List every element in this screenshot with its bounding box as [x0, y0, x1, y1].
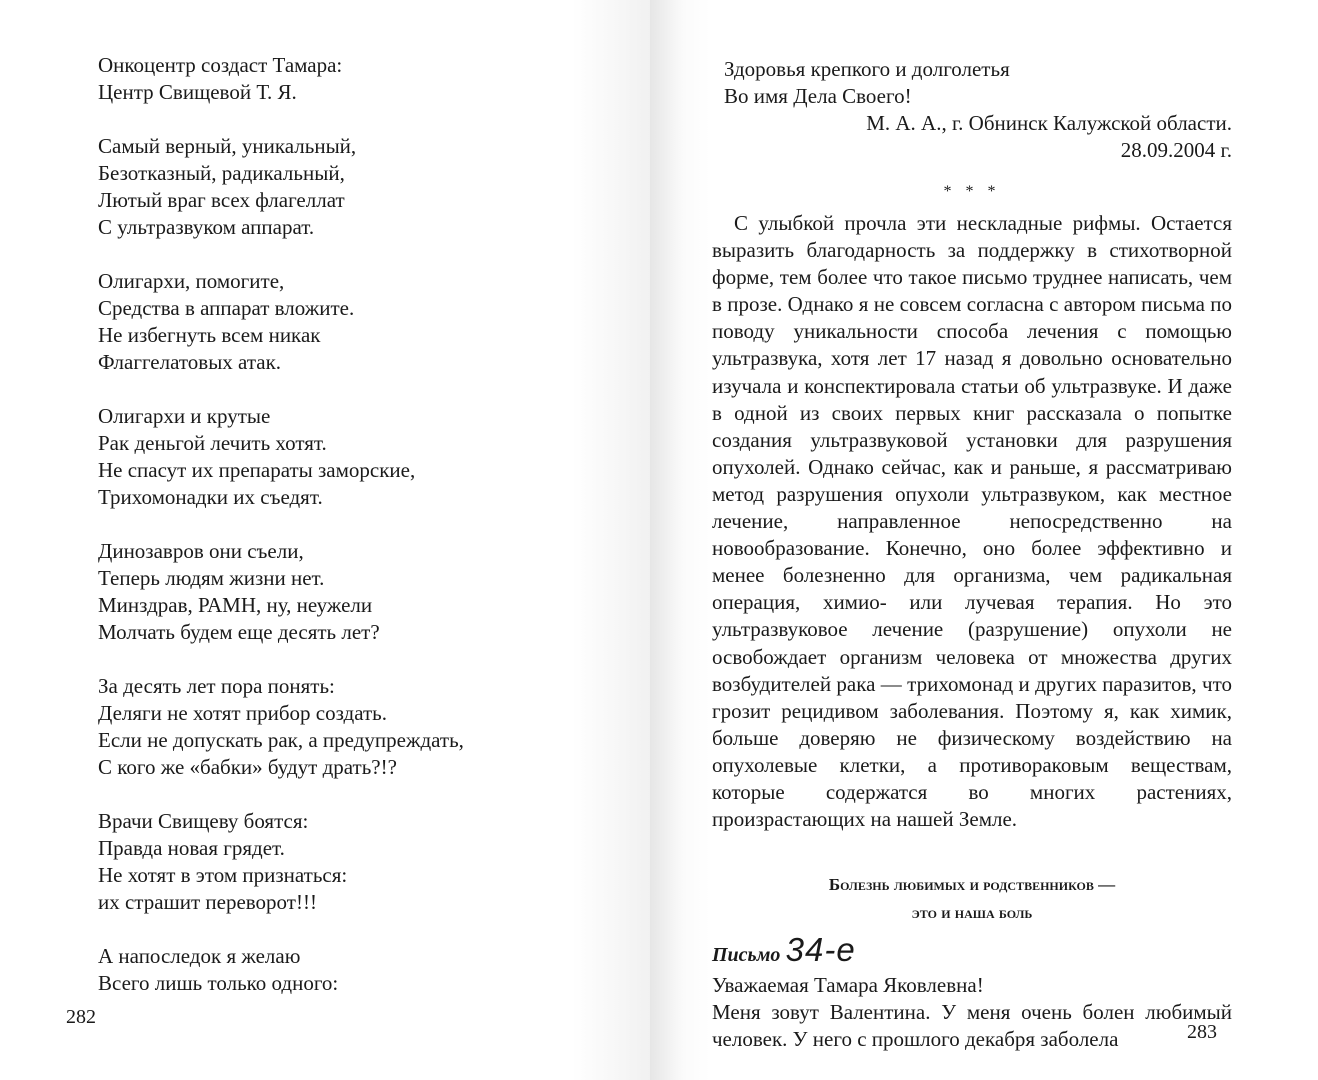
letter-number: 34-е: [785, 931, 856, 969]
poem-line: Динозавров они съели,: [98, 539, 304, 563]
poem-line: А напоследок я желаю: [98, 944, 301, 968]
poem-line: Центр Свищевой Т. Я.: [98, 80, 297, 104]
poem-line: Средства в аппарат вложите.: [98, 296, 355, 320]
letter-word: Письмо: [712, 944, 781, 967]
poem-line: Во имя Дела Своего!: [724, 84, 912, 108]
stanza: [98, 403, 618, 511]
author-response-paragraph: [712, 210, 1232, 833]
poem-ending: [712, 56, 1232, 110]
poem-line: Трихомонадки их съедят.: [98, 485, 323, 509]
poem-line: Минздрав, РАМН, ну, неужели: [98, 593, 373, 617]
stanza: [98, 52, 618, 106]
poem-line: Рак деньгой лечить хотят.: [98, 431, 327, 455]
poem-line: Здоровья крепкого и долголетья: [724, 57, 1010, 81]
poem-line: Теперь людям жизни нет.: [98, 566, 325, 590]
right-page-content: [712, 56, 1232, 1053]
letter-signature: М. А. А., г. Обнинск Калужской области.: [866, 111, 1232, 135]
poem-line: их страшит переворот!!!: [98, 890, 317, 914]
section-heading: [712, 871, 1232, 927]
poem-line: Олигархи, помогите,: [98, 269, 285, 293]
poem-line: Самый верный, уникальный,: [98, 134, 357, 158]
stanza: [98, 268, 618, 376]
poem-line: Олигархи и крутые: [98, 404, 271, 428]
poem-line: Молчать будем еще десять лет?: [98, 620, 380, 644]
heading-line: Болезнь любимых и родственников —: [828, 875, 1116, 895]
section-separator: * * *: [943, 183, 1001, 200]
poem-line: Врачи Свищеву боятся:: [98, 809, 309, 833]
stanza: [98, 133, 618, 241]
stanza: [98, 808, 618, 916]
poem-line: Если не допускать рак, а предупреждать,: [98, 728, 464, 752]
poem-line: Флаггелатовых атак.: [98, 350, 282, 374]
stanza: [98, 538, 618, 646]
poem-line: Лютый враг всех флагеллат: [98, 188, 345, 212]
letter-greeting: Уважаемая Тамара Яковлевна!: [712, 973, 984, 998]
page-number-left: 282: [66, 1006, 96, 1028]
poem-line: Онкоцентр создаст Тамара:: [98, 53, 343, 77]
poem-line: С кого же «бабки» будут драть?!?: [98, 755, 397, 779]
poem-line: С ультразвуком аппарат.: [98, 215, 315, 239]
heading-line: это и наша боль: [911, 903, 1033, 923]
poem-line: Не спасут их препараты заморские,: [98, 458, 416, 482]
poem-line: Не хотят в этом признаться:: [98, 863, 348, 887]
letter-body: [712, 999, 1232, 1053]
poem-line: Не избегнуть всем никак: [98, 323, 321, 347]
letter-date: 28.09.2004 г.: [1120, 138, 1232, 162]
stanza: [98, 943, 618, 997]
poem: [98, 52, 618, 1024]
poem-line: Правда новая грядет.: [98, 836, 285, 860]
left-page: [0, 0, 650, 1080]
letter-label: [712, 933, 1232, 972]
poem-line: За десять лет пора понять:: [98, 674, 335, 698]
poem-line: Всего лишь только одного:: [98, 971, 339, 995]
page-number-right: 283: [1187, 1021, 1217, 1043]
letter-body-text: Меня зовут Валентина. У меня очень болен любимый человек. У него с прошлого декабря заболела: [712, 1000, 1232, 1052]
poem-line: Деляги не хотят прибор создать.: [98, 701, 387, 725]
poem-line: Безотказный, радикальный,: [98, 161, 345, 185]
paragraph-text: С улыбкой прочла эти нескладные рифмы. Остается выразить благодарность за поддержку в стихотворной форме, тем более что такое письмо труднее написать, чем в прозе. Однако я не совсем согласна с автором письма по поводу уникальности способа лечения с помощью ультразвука, хотя лет 17 назад я довольно основательно изучала и конспектировала статьи об ультразвуке. И даже в одной из своих первых книг рассказала о попытке создания ультразвуковой установки для разрушения опухолей. Однако сейчас, как и раньше, я рассматриваю метод разрушения опухоли ультразвуком, как местное лечение, направленное непосредственно на новообразование. Конечно, оно более эффективно и менее болезненно для организма, чем радикальная операция, химио- или лучевая терапия. Но это ультразвуковое лечение (разрушение) опухоли не освобождает организм человека от множества других возбудителей рака — трихомонад и других паразитов, что грозит рецидивом заболевания. Поэтому я, как химик, больше доверяю не физическому воздействию на опухолевые клетки, а противораковым веществам, которые содержатся во многих растениях, произрастающих на нашей Земле.: [712, 211, 1232, 832]
stanza: [98, 673, 618, 781]
